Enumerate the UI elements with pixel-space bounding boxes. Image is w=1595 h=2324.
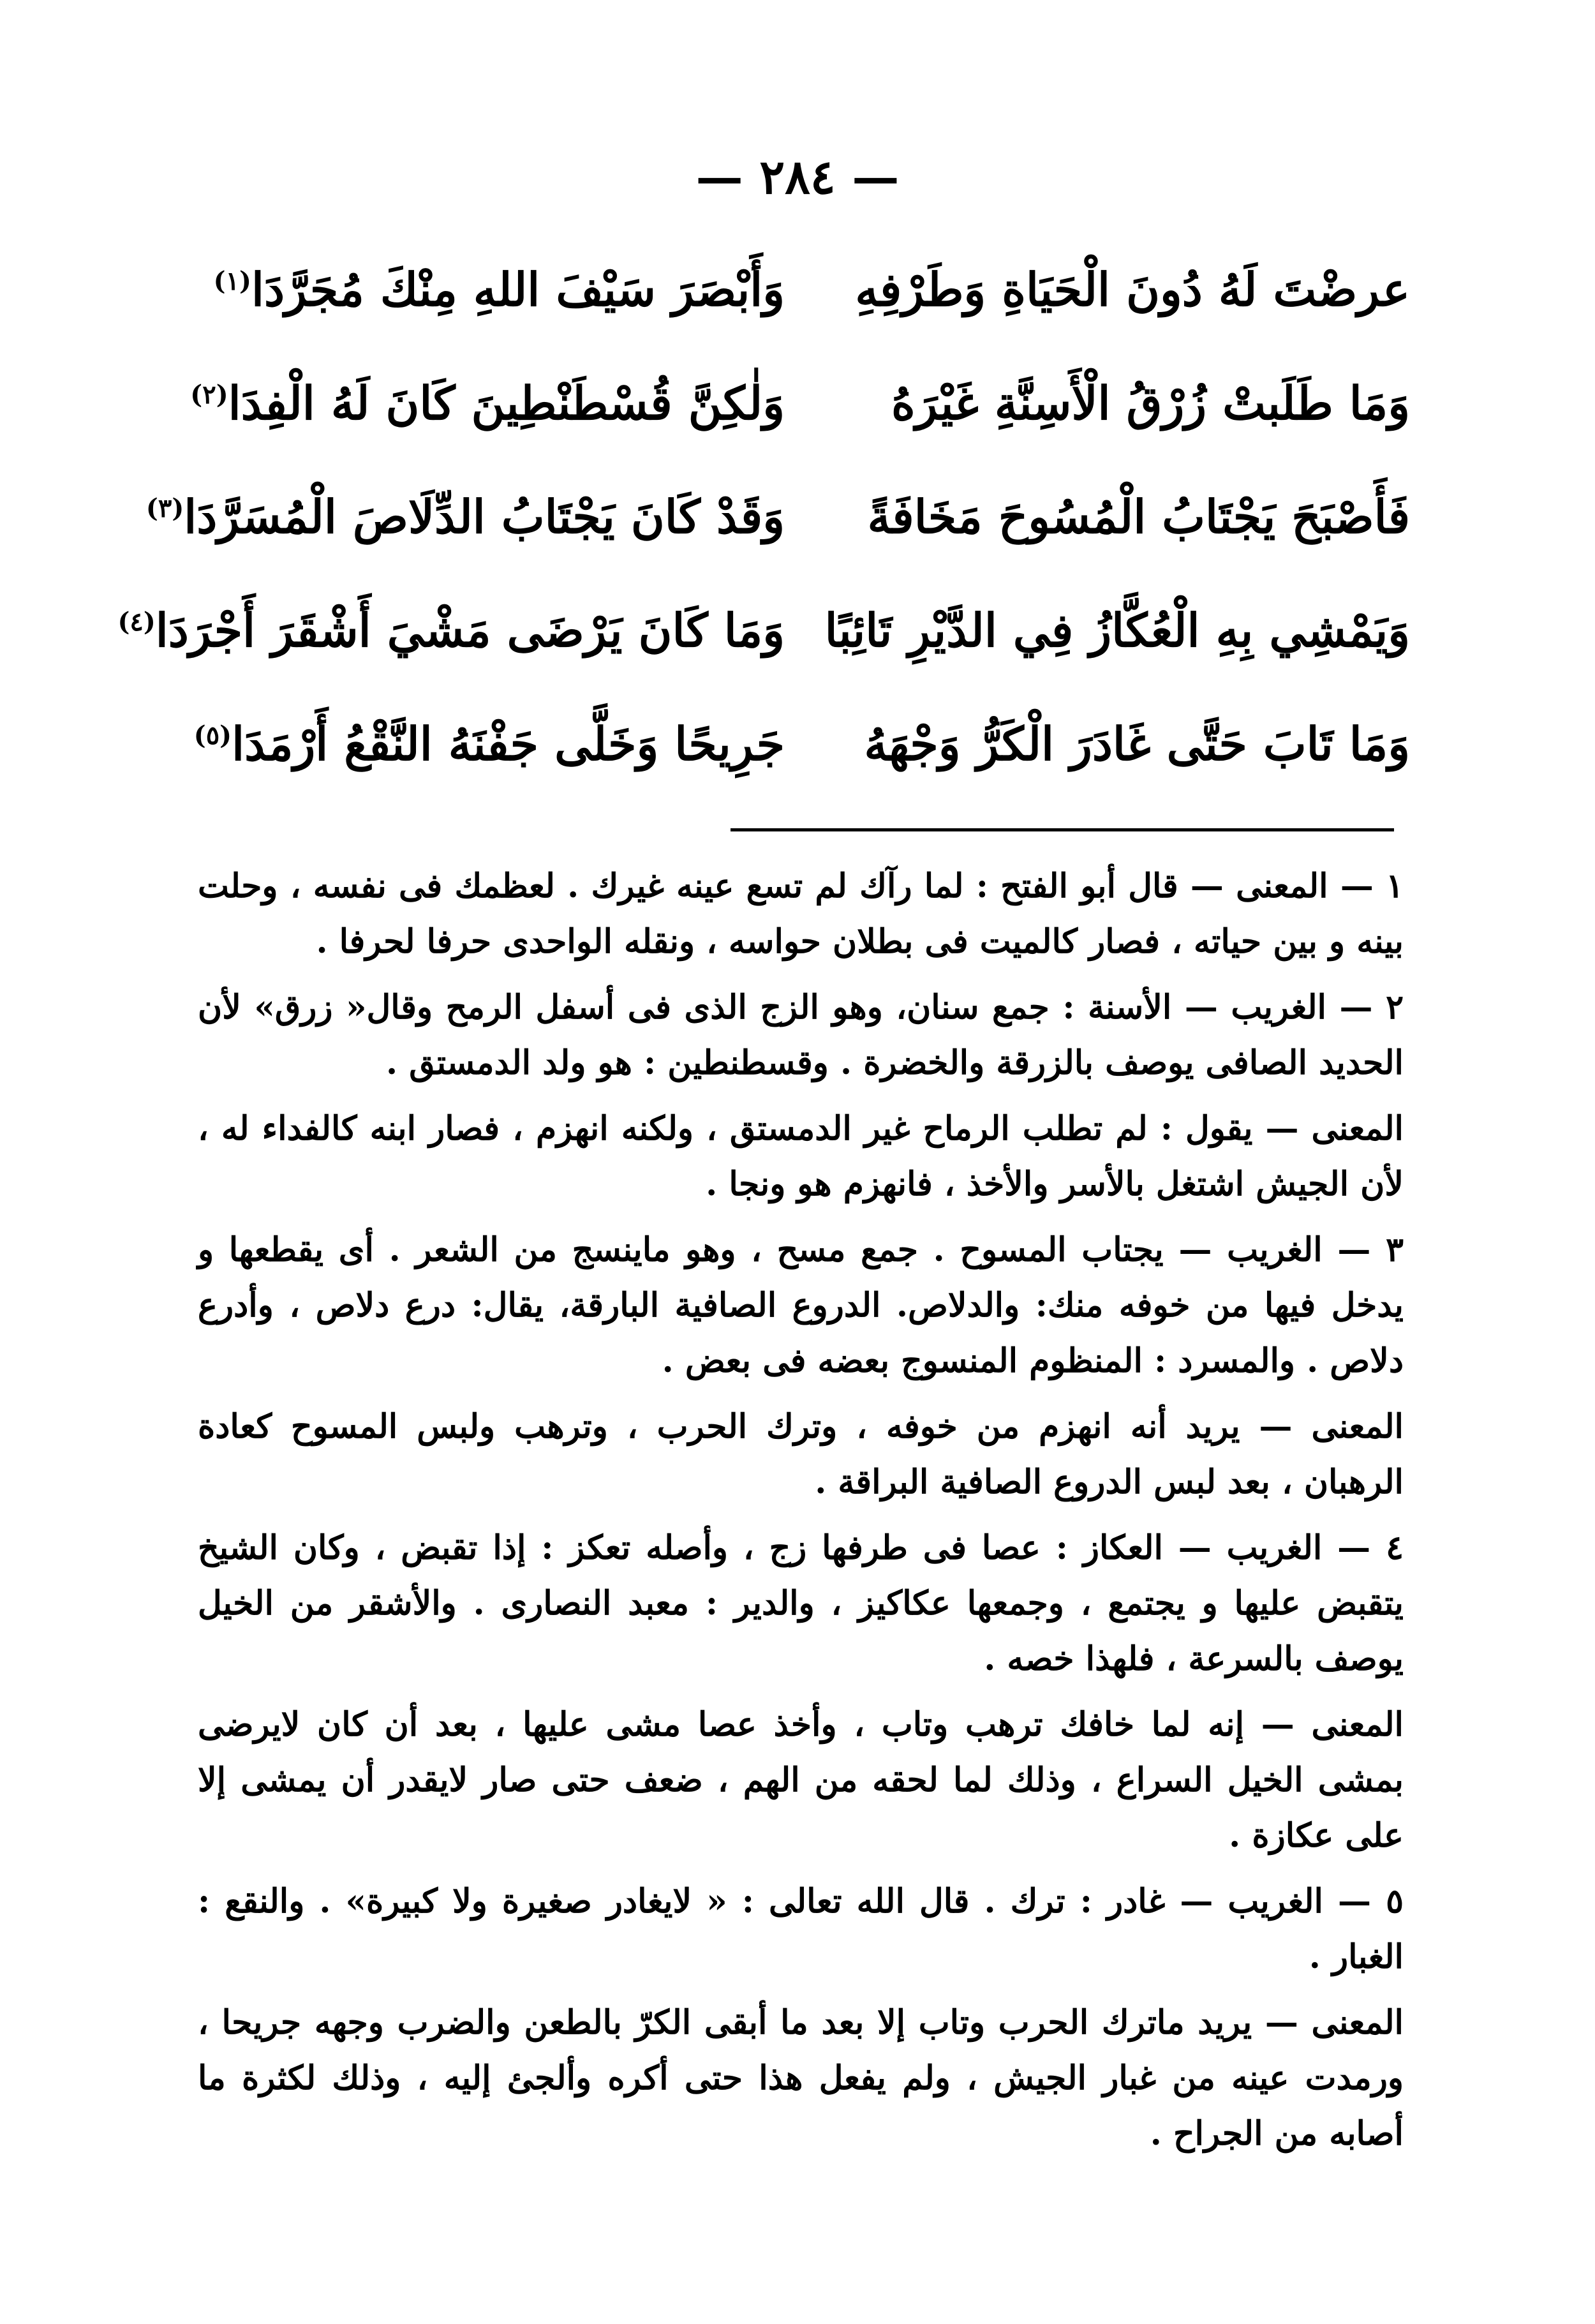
footnote-marker: (٢) — [190, 380, 228, 410]
footnote-paragraph: ٣ — الغريب — يجتاب المسوح . جمع مسح ، وهو ماينسج من الشعر . أى يقطعها و يدخل فيها من خوفه منك: والدلاص. الدروع الصافية البارقة، يقال: درع دلاص ، وأدرع دلاص . والمسرد : المنظوم المنسوج بعضه فى بعض . — [198, 1230, 1404, 1380]
verse-text: وَمَا كَانَ يَرْضَى مَشْيَ أَشْقَرَ أَجْرَدَا — [155, 603, 785, 658]
verse-second-hemistich — [190, 376, 785, 431]
footnote-marker: (٣) — [145, 493, 184, 524]
footnote-marker: (٥) — [193, 720, 232, 751]
verse-line — [190, 346, 1410, 460]
verse-second-hemistich — [117, 603, 785, 658]
footnote-paragraph: ٤ — الغريب — العكاز : عصا فى طرفها زج ، وأصله تعكز : إذا تقبض ، وكان الشيخ يتقبض عليها و يجتمع ، وجمعها عكاكيز ، والدير : معبد النصارى . والأشقر من الخيل يوصف بالسرعة ، فلهذا خصه . — [198, 1528, 1404, 1678]
verse-line — [117, 574, 1410, 687]
footnote-paragraph: المعنى — يريد أنه انهزم من خوفه ، وترك الحرب ، وترهب ولبس المسوح كعادة الرهبان ، بعد لبس الدروع الصافية البراقة . — [198, 1407, 1404, 1501]
verse-first-hemistich: وَيَمْشِي بِهِ الْعُكَّازُ فِي الدَّيْرِ تَائِبًا — [824, 603, 1410, 658]
verse-line — [211, 233, 1410, 346]
footnote-paragraph: المعنى — إنه لما خافك ترهب وتاب ، وأخذ عصا مشى عليها ، بعد أن كان لايرضى بمشى الخيل السراع ، وذلك لما لحقه من الهم ، ضعف حتى صار لايقدر أن يمشى إلا على عكازة . — [198, 1705, 1404, 1855]
verse-text: جَرِيحًا وَخَلَّى جَفْنَهُ النَّقْعُ أَرْمَدَا — [232, 717, 785, 771]
verse-first-hemistich: فَأَصْبَحَ يَجْتَابُ الْمُسُوحَ مَخَافَةً — [867, 489, 1410, 544]
footnote-paragraph: المعنى — يريد ماترك الحرب وتاب إلا بعد ما أبقى الكرّ بالطعن والضرب وجهه جريحا ، ورمدت عينه من غبار الجيش ، ولم يفعل هذا حتى أكره وألجئ إليه ، وذلك لكثرة ما أصابه من الجراح . — [198, 2003, 1404, 2153]
verse-text: وَقَدْ كَانَ يَجْتَابُ الدِّلَاصَ الْمُسَرَّدَا — [184, 489, 785, 544]
footnote-paragraph: ١ — المعنى — قال أبو الفتح : لما رآك لم تسع عينه غيرك . لعظمك فى نفسه ، وحلت بينه و بين حياته ، فصار كالميت فى بطلان حواسه ، ونقله الواحدى حرفا لحرفا . — [198, 867, 1404, 961]
footnote-paragraph: ٥ — الغريب — غادر : ترك . قال الله تعالى : « لايغادر صغيرة ولا كبيرة» . والنقع : الغبار . — [198, 1882, 1404, 1976]
footnotes — [198, 858, 1404, 2171]
verses-block — [117, 233, 1410, 801]
verse-first-hemistich: عرضْتَ لَهُ دُونَ الْحَيَاةِ وَطَرْفِهِ — [855, 262, 1410, 317]
footnote-divider — [731, 828, 1394, 831]
verse-second-hemistich — [211, 264, 785, 315]
verse-first-hemistich: وَمَا طَلَبتْ زُرْقُ الْأَسِنَّةِ غَيْرَهُ — [891, 376, 1410, 431]
verse-first-hemistich: وَمَا تَابَ حَتَّى غَادَرَ الْكَرُّ وَجْهَهُ — [864, 717, 1410, 771]
footnote-marker: (٤) — [117, 607, 156, 637]
verse-text: وَلٰكِنَّ قُسْطَنْطِينَ كَانَ لَهُ الْفِدَا — [228, 376, 785, 431]
page-number: — ٢٨٤ — — [695, 150, 900, 205]
footnote-paragraph: ٢ — الغريب — الأسنة : جمع سنان، وهو الزج الذى فى أسفل الرمح وقال« زرق» لأن الحديد الصافى يوصف بالزرقة والخضرة . وقسطنطين : هو ولد الدمستق . — [198, 988, 1404, 1082]
verse-line — [193, 687, 1410, 801]
verse-line — [145, 460, 1410, 574]
footnote-marker: (١) — [213, 266, 251, 297]
verse-text: وَأَبْصَرَ سَيْفَ اللهِ مِنْكَ مُجَرَّدَا — [251, 262, 785, 317]
verse-second-hemistich — [193, 717, 785, 771]
footnote-paragraph: المعنى — يقول : لم تطلب الرماح غير الدمستق ، ولكنه انهزم ، فصار ابنه كالفداء له ، لأن الجيش اشتغل بالأسر والأخذ ، فانهزم هو ونجا . — [198, 1109, 1404, 1203]
verse-second-hemistich — [145, 489, 785, 544]
